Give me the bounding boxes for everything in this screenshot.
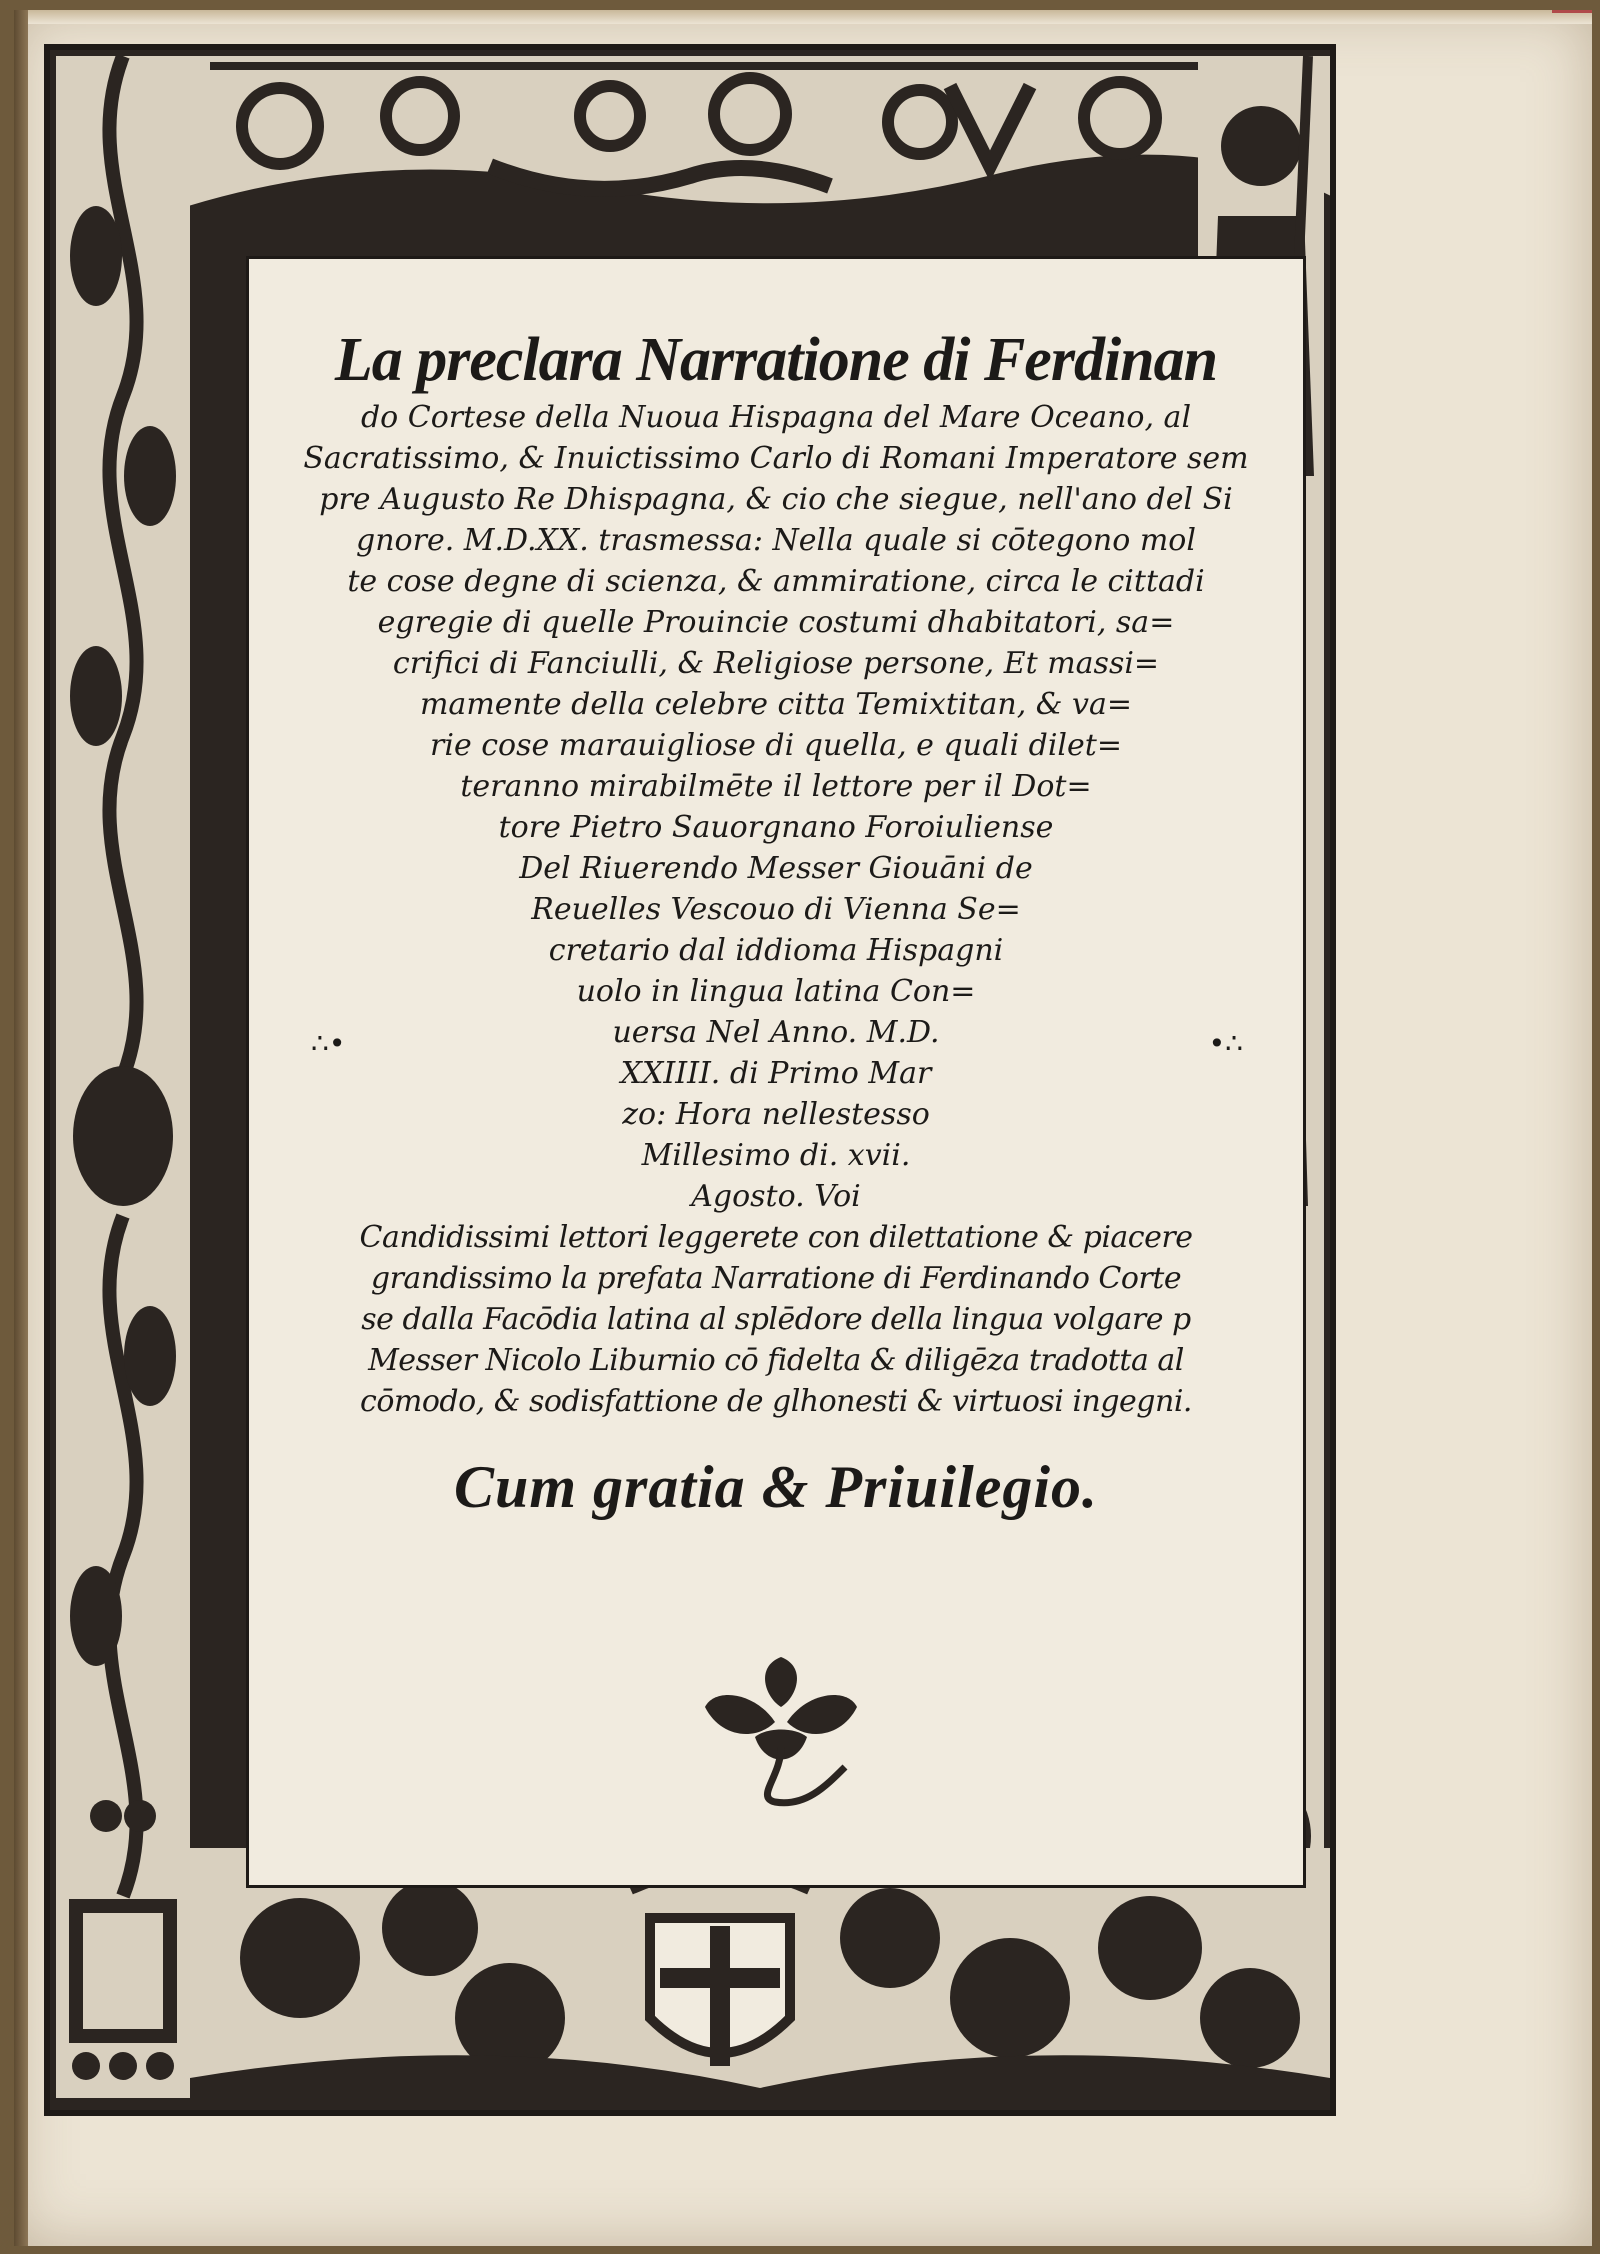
privilege-line: Cum gratia & Priuilegio.	[453, 1454, 1099, 1520]
text-line: se dalla Facōdia latina al splēdore della lingua volgare p	[361, 1302, 1191, 1337]
text-line: Candidissimi lettori leggerete con dilettatione & piacere	[359, 1220, 1193, 1255]
woodcut-top-band	[190, 56, 1330, 214]
text-line: egregie di quelle Prouincie costumi dhabitatori, sa=	[377, 605, 1175, 640]
text-line: mamente della celebre citta Temixtitan, & va=	[419, 687, 1133, 722]
text-line: teranno mirabilmēte il lettore per il Dot=	[460, 769, 1092, 804]
ornament-dots-right: •∴	[1208, 1027, 1243, 1060]
woodcut-border-frame	[44, 44, 1336, 2116]
text-line: cōmodo, & sodisfattione de glhonesti & virtuosi ingegni.	[360, 1384, 1192, 1419]
text-line: tore Pietro Sauorgnano Foroiuliense	[498, 810, 1054, 845]
text-line: Agosto. Voi	[691, 1179, 861, 1214]
page	[14, 10, 1592, 2246]
foliage-candelabrum-illustration	[56, 56, 190, 2098]
text-line: te cose degne di scienza, & ammiratione, circa le cittadi	[347, 564, 1205, 599]
text-line: rie cose marauigliose di quella, e quali dilet=	[430, 728, 1122, 763]
text-line: pre Augusto Re Dhispagna, & cio che siegue, nell'ano del Si	[319, 482, 1233, 517]
book-gutter-edge	[14, 10, 28, 2246]
text-line: gnore. M.D.XX. trasmessa: Nella quale si cōtegono mol	[356, 523, 1196, 558]
text-line: Del Riuerendo Messer Giouāni de	[519, 851, 1033, 886]
text-line: Millesimo di. xvii.	[641, 1138, 911, 1173]
woodcut-left-band	[56, 56, 190, 2098]
text-line: zo: Hora nellestesso	[622, 1097, 930, 1132]
text-line: grandissimo la prefata Narratione di Ferdinando Corte	[370, 1261, 1182, 1296]
text-line: crifici di Fanciulli, & Religiose persone, Et massi=	[392, 646, 1160, 681]
putti-garland-illustration	[190, 56, 1330, 214]
ornament-dots-left: ∴•	[311, 1027, 346, 1060]
text-line: uersa Nel Anno. M.D.	[612, 1015, 940, 1050]
text-line: Sacratissimo, & Inuictissimo Carlo di Romani Imperatore sem	[303, 441, 1249, 476]
text-line: do Cortese della Nuoua Hispagna del Mare Oceano, al	[360, 400, 1192, 435]
text-line: Messer Nicolo Liburnio cō fidelta & diligēza tradotta al	[368, 1343, 1184, 1378]
text-line: Reuelles Vescouo di Vienna Se=	[531, 892, 1021, 927]
red-edge-mark	[1552, 10, 1592, 31]
text-line: XXIIII. di Primo Mar	[620, 1056, 932, 1091]
title-text-panel	[246, 256, 1306, 1888]
title-text-block	[249, 326, 1303, 1520]
text-line: uolo in lingua latina Con=	[576, 974, 976, 1009]
document-title: La preclara Narratione di Ferdinan	[334, 326, 1218, 394]
page-edge	[14, 10, 1592, 24]
text-line: cretario dal iddioma Hispagni	[548, 933, 1004, 968]
fleuron-leaf-icon	[695, 1647, 867, 1809]
